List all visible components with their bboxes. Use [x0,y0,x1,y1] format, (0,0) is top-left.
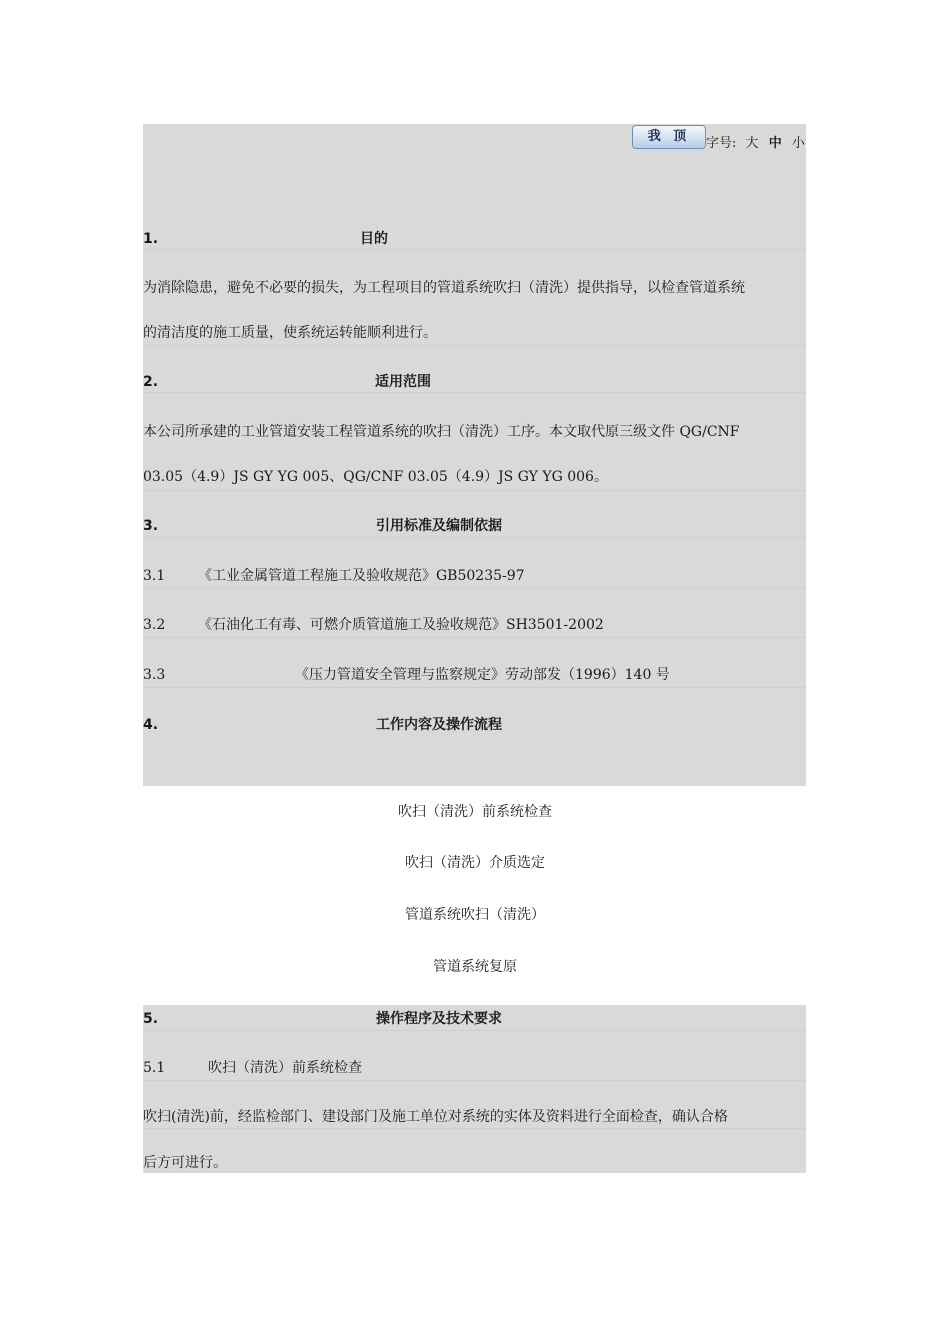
section-number: 2. [143,374,159,390]
section-number: 4. [143,717,159,733]
flow-step: 管道系统复原 [433,959,517,975]
subsection-heading [143,1058,806,1078]
item-text: 《压力管道安全管理与监察规定》劳动部发（1996）140 号 [295,667,670,683]
section-title: 目的 [360,231,388,247]
section-title: 操作程序及技术要求 [376,1011,502,1027]
separator [143,392,806,393]
font-size-large-link[interactable]: 大 [745,135,759,151]
body-text: 03.05（4.9）JS GY YG 005、QG/CNF 03.05（4.9）JS GY YG 006。 [143,469,608,485]
body-text: 本公司所承建的工业管道安装工程管道系统的吹扫（清洗）工序。本文取代原三级文件 QG/CNF [143,424,740,440]
flow-step: 吹扫（清洗）介质选定 [405,855,545,871]
section-number: 3. [143,518,159,534]
body-text: 的清洁度的施工质量，使系统运转能顺利进行。 [143,325,437,341]
separator [143,637,806,638]
font-size-control [706,132,808,151]
list-item [143,615,806,635]
separator [143,588,806,589]
separator [143,1080,806,1081]
separator [143,249,806,250]
body-text: 吹扫(清洗)前，经监检部门、建设部门及施工单位对系统的实体及资料进行全面检查，确认合格 [143,1109,728,1125]
item-text: 《工业金属管道工程施工及验收规范》GB50235-97 [198,568,525,584]
body-text: 后方可进行。 [143,1155,227,1171]
flow-step: 管道系统吹扫（清洗） [405,907,545,923]
body-text: 为消除隐患，避免不必要的损失，为工程项目的管道系统吹扫（清洗）提供指导，以检查管道系统 [143,280,745,296]
separator [143,490,806,491]
list-item [143,566,806,586]
item-number: 5.1 [143,1060,166,1076]
font-size-small-link[interactable]: 小 [791,135,805,151]
item-number: 3.1 [143,568,166,584]
separator [143,537,806,538]
item-text: 吹扫（清洗）前系统检查 [208,1060,362,1076]
article-toolbar [632,125,808,149]
section-title: 引用标准及编制依据 [376,518,502,534]
top-button[interactable]: 我 顶 [632,125,706,149]
section-title: 工作内容及操作流程 [376,717,502,733]
separator [143,1030,806,1031]
separator [143,345,806,346]
font-size-medium-link[interactable]: 中 [768,135,782,151]
separator [143,687,806,688]
list-item [143,665,806,685]
font-size-label: 字号: [706,135,737,151]
flow-step: 吹扫（清洗）前系统检查 [398,804,552,820]
item-number: 3.2 [143,617,166,633]
item-number: 3.3 [143,667,166,683]
separator [143,1128,806,1129]
section-title: 适用范围 [375,374,431,390]
section-number: 5. [143,1011,159,1027]
item-text: 《石油化工有毒、可燃介质管道施工及验收规范》SH3501-2002 [198,617,604,633]
section-number: 1. [143,231,159,247]
